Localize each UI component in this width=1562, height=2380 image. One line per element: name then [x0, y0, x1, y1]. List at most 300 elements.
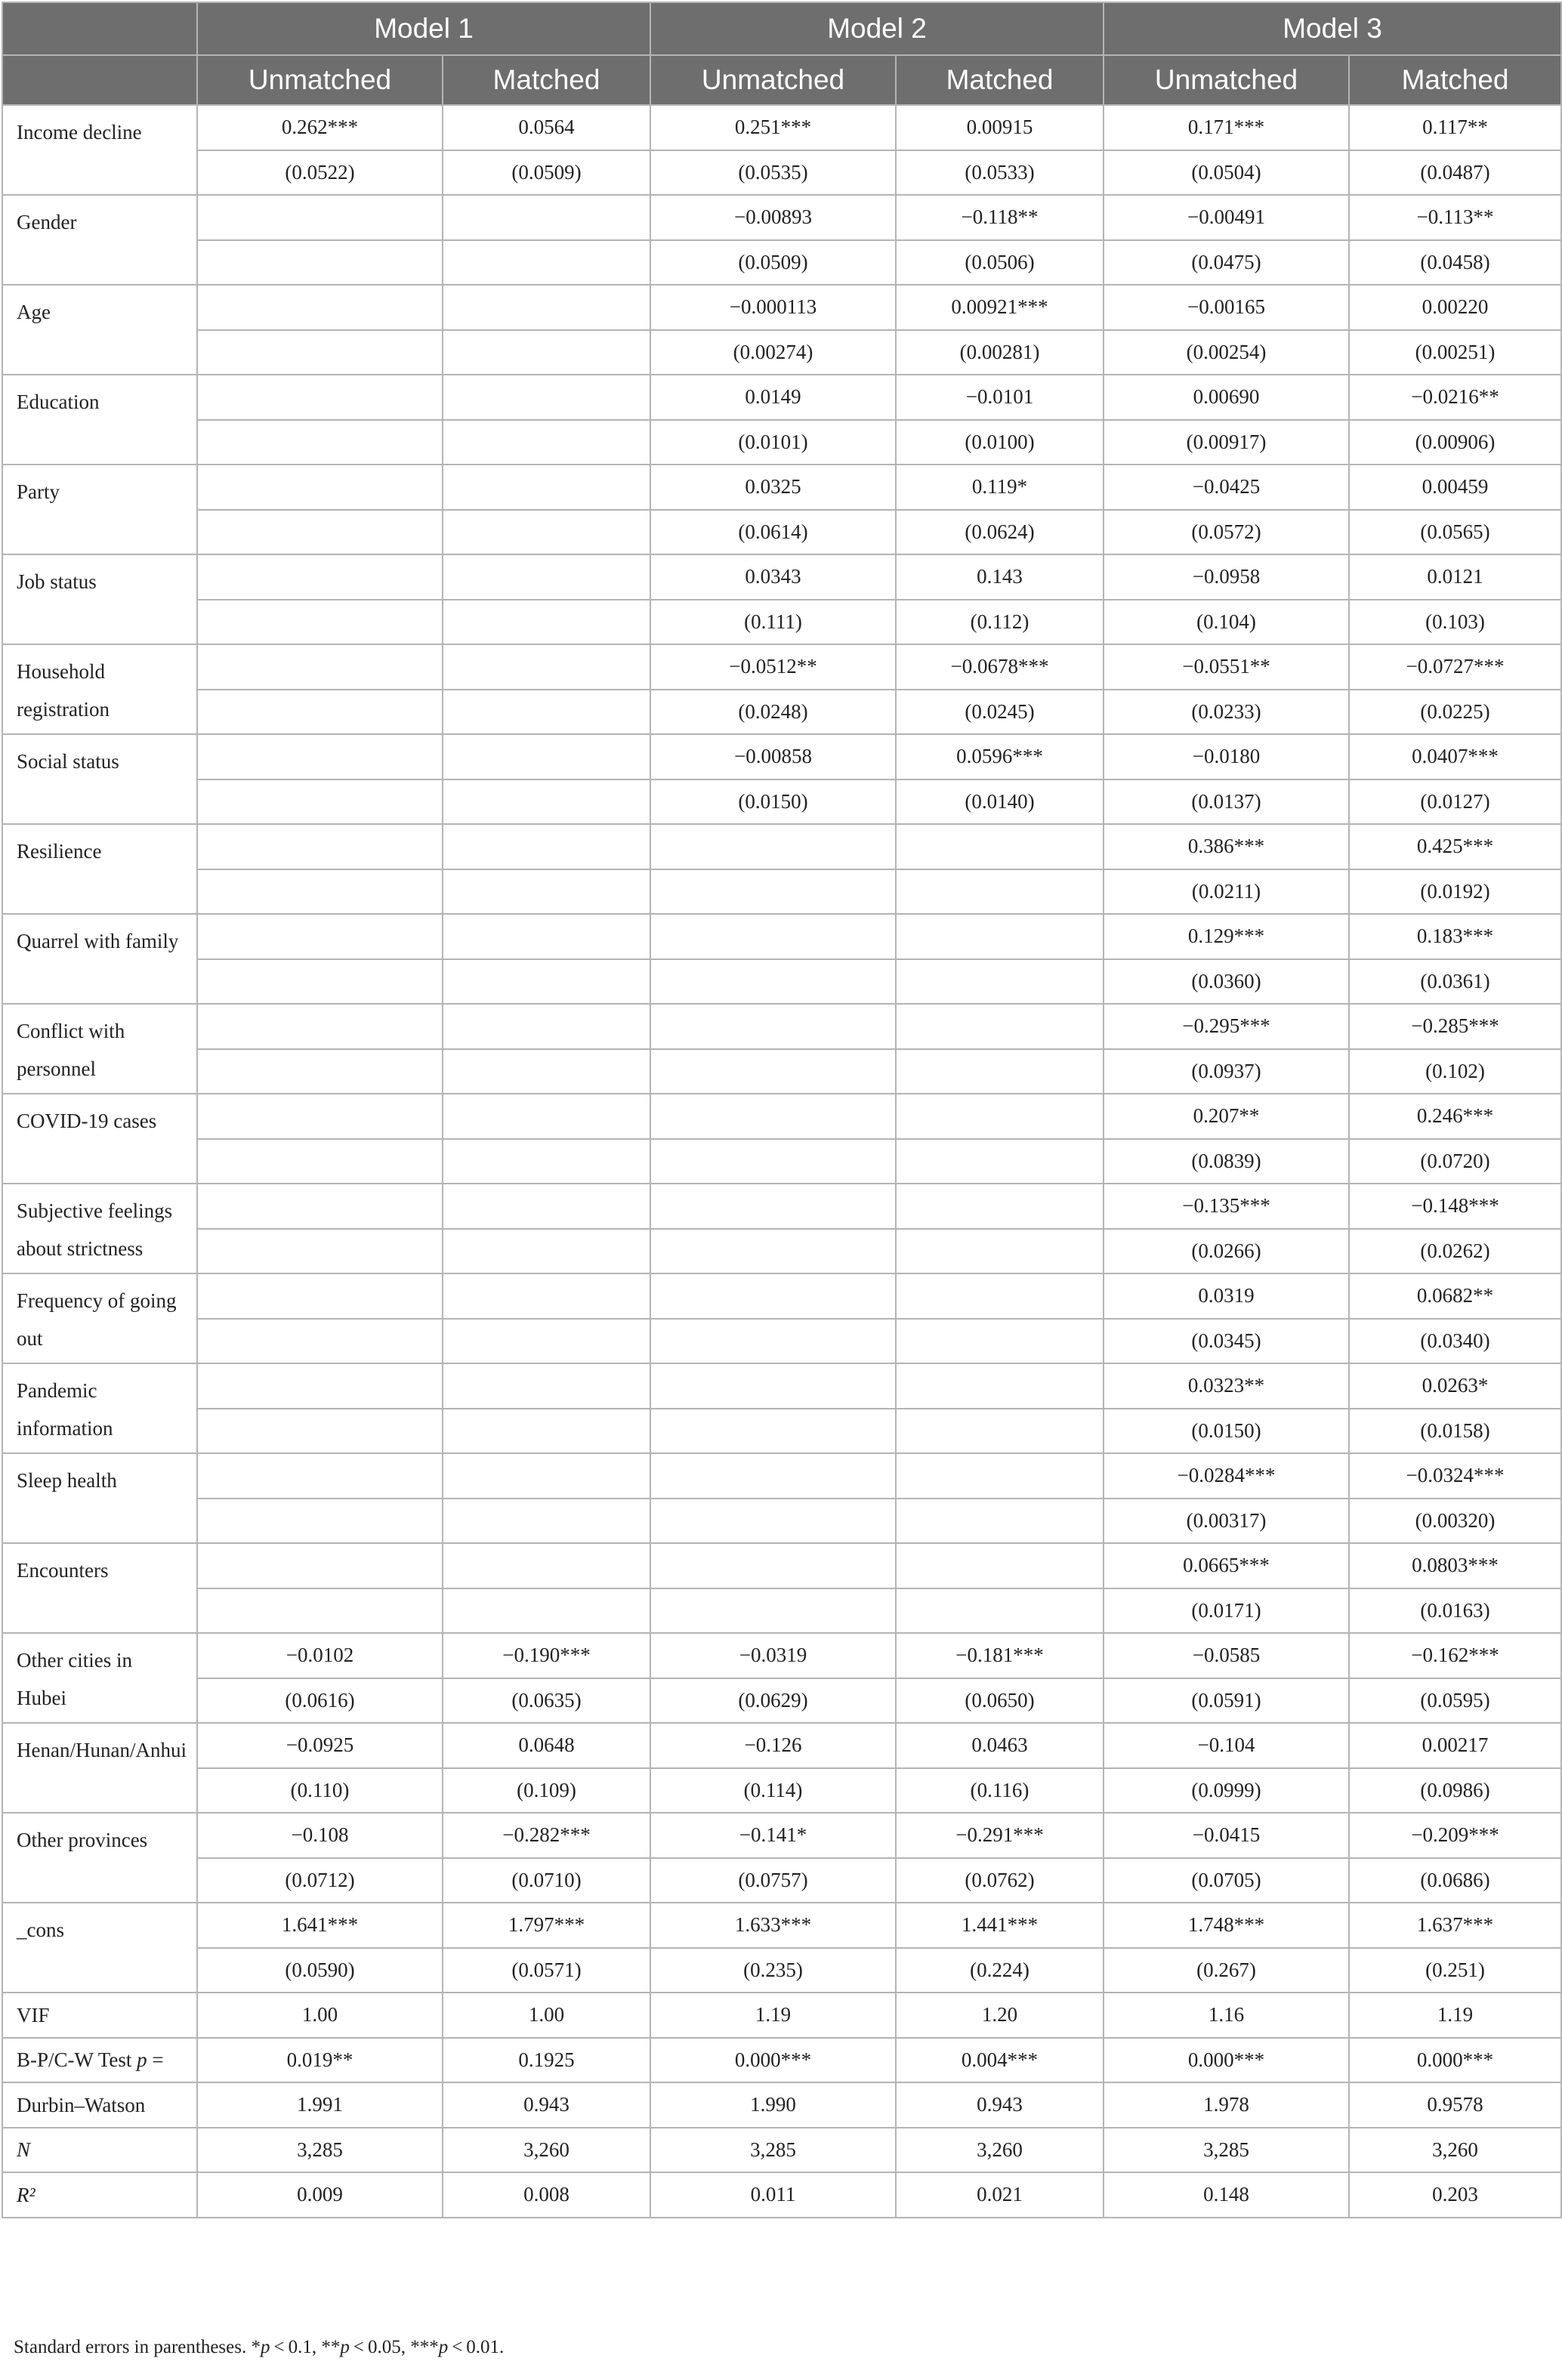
table-row-se [2, 690, 1561, 735]
coefficient-cell [650, 1453, 896, 1499]
model-header: Model 1 [197, 2, 650, 55]
stat-value: 3,260 [896, 2128, 1104, 2173]
std-error-cell: (0.0487) [1349, 150, 1561, 196]
coefficient-cell [197, 1004, 443, 1049]
std-error-cell [896, 869, 1104, 915]
table-row-se [2, 779, 1561, 825]
std-error-cell: (0.0509) [443, 150, 650, 196]
std-error-cell [896, 1499, 1104, 1544]
coefficient-cell [197, 1543, 443, 1588]
std-error-cell: (0.0163) [1349, 1588, 1561, 1634]
std-error-cell [197, 869, 443, 915]
std-error-cell [443, 1588, 650, 1634]
coefficient-cell [443, 1543, 650, 1588]
stat-value: 0.000*** [1104, 2038, 1349, 2083]
variable-label: Other provinces [2, 1813, 197, 1903]
std-error-cell [197, 600, 443, 645]
coefficient-cell: −0.285*** [1349, 1004, 1561, 1049]
table-row-se [2, 869, 1561, 915]
table-row-se [2, 1948, 1561, 1993]
std-error-cell: (0.0171) [1104, 1588, 1349, 1634]
std-error-cell [650, 1409, 896, 1454]
coefficient-cell [443, 554, 650, 600]
stat-label: R² [2, 2172, 197, 2218]
std-error-cell: (0.0591) [1104, 1678, 1349, 1724]
std-error-cell: (0.0225) [1349, 690, 1561, 735]
std-error-cell: (0.0509) [650, 240, 896, 286]
std-error-cell [443, 1139, 650, 1184]
std-error-cell [197, 1588, 443, 1634]
std-error-cell: (0.0999) [1104, 1768, 1349, 1814]
std-error-cell: (0.0635) [443, 1678, 650, 1724]
std-error-cell: (0.0140) [896, 779, 1104, 825]
std-error-cell [443, 600, 650, 645]
std-error-cell: (0.00906) [1349, 420, 1561, 465]
coefficient-cell: 0.0325 [650, 465, 896, 510]
subheader-row [2, 55, 1561, 105]
coefficient-cell: −0.209*** [1349, 1813, 1561, 1858]
std-error-cell: (0.235) [650, 1948, 896, 1993]
coefficient-cell: −0.0551** [1104, 644, 1349, 690]
coefficient-cell: 0.246*** [1349, 1094, 1561, 1139]
std-error-cell: (0.0650) [896, 1678, 1104, 1724]
coefficient-cell: 0.119* [896, 465, 1104, 510]
coefficient-cell [443, 195, 650, 240]
std-error-cell [197, 1049, 443, 1094]
stat-row [2, 2038, 1561, 2083]
coefficient-cell: −0.0678*** [896, 644, 1104, 690]
coefficient-cell: −0.0324*** [1349, 1453, 1561, 1499]
coefficient-cell: −0.00893 [650, 195, 896, 240]
model-header: Model 2 [650, 2, 1104, 55]
std-error-cell: (0.0572) [1104, 510, 1349, 555]
coefficient-cell: −0.135*** [1104, 1184, 1349, 1229]
std-error-cell [443, 1409, 650, 1454]
coefficient-cell [896, 1184, 1104, 1229]
coefficient-cell [650, 914, 896, 959]
std-error-cell: (0.0629) [650, 1678, 896, 1724]
coefficient-cell: 0.117** [1349, 105, 1561, 150]
std-error-cell: (0.0571) [443, 1948, 650, 1993]
std-error-cell: (0.0595) [1349, 1678, 1561, 1724]
table-row [2, 1543, 1561, 1588]
std-error-cell [443, 1049, 650, 1094]
std-error-cell: (0.0127) [1349, 779, 1561, 825]
std-error-cell: (0.0614) [650, 510, 896, 555]
stat-value: 1.19 [1349, 1993, 1561, 2038]
coefficient-cell: −0.282*** [443, 1813, 650, 1858]
table-row-se [2, 600, 1561, 645]
table-row [2, 914, 1561, 959]
table-row [2, 1903, 1561, 1948]
coefficient-cell: 0.386*** [1104, 824, 1349, 869]
std-error-cell: (0.109) [443, 1768, 650, 1814]
coefficient-cell [197, 554, 443, 600]
coefficient-cell [443, 734, 650, 779]
coefficient-cell: −0.126 [650, 1723, 896, 1768]
variable-label: Social status [2, 734, 197, 824]
variable-label: Education [2, 375, 197, 465]
std-error-cell: (0.0233) [1104, 690, 1349, 735]
coefficient-cell: 0.0463 [896, 1723, 1104, 1768]
coefficient-cell [443, 1184, 650, 1229]
std-error-cell [197, 330, 443, 375]
stat-value: 0.000*** [1349, 2038, 1561, 2083]
std-error-cell [443, 690, 650, 735]
coefficient-cell: 0.0665*** [1104, 1543, 1349, 1588]
coefficient-cell: −0.104 [1104, 1723, 1349, 1768]
coefficient-cell: −0.0180 [1104, 734, 1349, 779]
corner-cell [2, 55, 197, 105]
std-error-cell: (0.0361) [1349, 959, 1561, 1005]
std-error-cell [443, 779, 650, 825]
coefficient-cell: −0.141* [650, 1813, 896, 1858]
stat-value: 0.203 [1349, 2172, 1561, 2218]
std-error-cell: (0.0100) [896, 420, 1104, 465]
std-error-cell [197, 420, 443, 465]
coefficient-cell: 1.633*** [650, 1903, 896, 1948]
coefficient-cell [443, 375, 650, 420]
coefficient-cell: −0.00858 [650, 734, 896, 779]
std-error-cell: (0.0458) [1349, 240, 1561, 286]
variable-label: Subjective feelings about strictness [2, 1184, 197, 1273]
table-row-se [2, 1229, 1561, 1274]
table-row-se [2, 510, 1561, 555]
model-header: Model 3 [1104, 2, 1561, 55]
std-error-cell: (0.00281) [896, 330, 1104, 375]
std-error-cell [650, 959, 896, 1005]
variable-label: Gender [2, 195, 197, 285]
stat-value: 3,260 [443, 2128, 650, 2173]
coefficient-cell: −0.0585 [1104, 1633, 1349, 1678]
std-error-cell: (0.0150) [650, 779, 896, 825]
std-error-cell [443, 330, 650, 375]
std-error-cell [650, 1139, 896, 1184]
table-row-se [2, 1678, 1561, 1724]
coefficient-cell: 0.0682** [1349, 1273, 1561, 1319]
std-error-cell [197, 779, 443, 825]
coefficient-cell: 0.0596*** [896, 734, 1104, 779]
coefficient-cell [197, 375, 443, 420]
stat-value: 0.9578 [1349, 2082, 1561, 2128]
std-error-cell: (0.0245) [896, 690, 1104, 735]
coefficient-cell: 1.441*** [896, 1903, 1104, 1948]
std-error-cell: (0.0535) [650, 150, 896, 196]
std-error-cell: (0.00917) [1104, 420, 1349, 465]
coefficient-cell: 0.00921*** [896, 285, 1104, 330]
variable-label: Encounters [2, 1543, 197, 1633]
table-row [2, 1723, 1561, 1768]
std-error-cell: (0.0565) [1349, 510, 1561, 555]
std-error-cell [443, 959, 650, 1005]
std-error-cell [443, 510, 650, 555]
coefficient-cell [896, 1094, 1104, 1139]
table-row [2, 734, 1561, 779]
coefficient-cell [650, 1094, 896, 1139]
coefficient-cell: −0.00165 [1104, 285, 1349, 330]
coefficient-cell [197, 644, 443, 690]
coefficient-cell [896, 914, 1104, 959]
std-error-cell [443, 1229, 650, 1274]
subheader: Unmatched [197, 55, 443, 105]
table-row [2, 1453, 1561, 1499]
table-row-se [2, 1409, 1561, 1454]
table-row [2, 1273, 1561, 1319]
subheader: Unmatched [650, 55, 896, 105]
table-row-se [2, 1319, 1561, 1364]
coefficient-cell: −0.148*** [1349, 1184, 1561, 1229]
variable-label: Resilience [2, 824, 197, 914]
coefficient-cell: 1.637*** [1349, 1903, 1561, 1948]
coefficient-cell: 0.129*** [1104, 914, 1349, 959]
stat-value: 0.148 [1104, 2172, 1349, 2218]
stat-value: 0.011 [650, 2172, 896, 2218]
stat-value: 3,260 [1349, 2128, 1561, 2173]
table-row [2, 1004, 1561, 1049]
coefficient-cell [896, 1453, 1104, 1499]
coefficient-cell: −0.0319 [650, 1633, 896, 1678]
std-error-cell: (0.0762) [896, 1858, 1104, 1903]
variable-label: _cons [2, 1903, 197, 1993]
std-error-cell: (0.0475) [1104, 240, 1349, 286]
stat-value: 1.00 [443, 1993, 650, 2038]
coefficient-cell [443, 824, 650, 869]
stat-value: 3,285 [650, 2128, 896, 2173]
coefficient-cell [197, 285, 443, 330]
std-error-cell: (0.0839) [1104, 1139, 1349, 1184]
std-error-cell: (0.0248) [650, 690, 896, 735]
std-error-cell: (0.0986) [1349, 1768, 1561, 1814]
variable-label: Income decline [2, 105, 197, 195]
std-error-cell: (0.0158) [1349, 1409, 1561, 1454]
coefficient-cell: −0.0102 [197, 1633, 443, 1678]
std-error-cell [443, 420, 650, 465]
stat-value: 1.00 [197, 1993, 443, 2038]
variable-label: COVID-19 cases [2, 1094, 197, 1184]
subheader: Matched [443, 55, 650, 105]
coefficient-cell: 0.207** [1104, 1094, 1349, 1139]
coefficient-cell [650, 1004, 896, 1049]
variable-label: Pandemic information [2, 1363, 197, 1453]
std-error-cell [650, 1319, 896, 1364]
std-error-cell [197, 1409, 443, 1454]
coefficient-cell: −0.0216** [1349, 375, 1561, 420]
stat-row [2, 1993, 1561, 2038]
table-row [2, 195, 1561, 240]
stat-value: 1.16 [1104, 1993, 1349, 2038]
coefficient-cell: 0.425*** [1349, 824, 1561, 869]
table-row [2, 105, 1561, 150]
corner-cell [2, 2, 197, 55]
variable-label: Henan/Hunan/Anhui [2, 1723, 197, 1813]
coefficient-cell [443, 1363, 650, 1409]
coefficient-cell: 0.00459 [1349, 465, 1561, 510]
table-row-se [2, 959, 1561, 1005]
std-error-cell: (0.0506) [896, 240, 1104, 286]
std-error-cell: (0.0624) [896, 510, 1104, 555]
std-error-cell: (0.0192) [1349, 869, 1561, 915]
stat-value: 0.943 [443, 2082, 650, 2128]
std-error-cell: (0.111) [650, 600, 896, 645]
stat-label: N [2, 2128, 197, 2173]
stat-label: VIF [2, 1993, 197, 2038]
std-error-cell: (0.0345) [1104, 1319, 1349, 1364]
table-row-se [2, 1858, 1561, 1903]
model-header-row [2, 2, 1561, 55]
std-error-cell: (0.114) [650, 1768, 896, 1814]
stat-value: 1.20 [896, 1993, 1104, 2038]
std-error-cell: (0.0720) [1349, 1139, 1561, 1184]
coefficient-cell: 0.171*** [1104, 105, 1349, 150]
coefficient-cell: 0.00915 [896, 105, 1104, 150]
variable-label: Frequency of going out [2, 1273, 197, 1363]
std-error-cell: (0.224) [896, 1948, 1104, 1993]
coefficient-cell: 0.0648 [443, 1723, 650, 1768]
std-error-cell: (0.110) [197, 1768, 443, 1814]
std-error-cell: (0.0137) [1104, 779, 1349, 825]
table-row-se [2, 1588, 1561, 1634]
stat-row [2, 2172, 1561, 2218]
std-error-cell [197, 1499, 443, 1544]
coefficient-cell [197, 824, 443, 869]
table-body [2, 105, 1561, 2218]
std-error-cell [650, 1588, 896, 1634]
coefficient-cell [197, 1094, 443, 1139]
coefficient-cell: −0.295*** [1104, 1004, 1349, 1049]
coefficient-cell: 0.0319 [1104, 1273, 1349, 1319]
coefficient-cell [650, 1363, 896, 1409]
std-error-cell [650, 869, 896, 915]
coefficient-cell [896, 1273, 1104, 1319]
std-error-cell: (0.0757) [650, 1858, 896, 1903]
std-error-cell [197, 690, 443, 735]
coefficient-cell [650, 1543, 896, 1588]
table-row [2, 1184, 1561, 1229]
variable-label: Quarrel with family [2, 914, 197, 1004]
std-error-cell: (0.0262) [1349, 1229, 1561, 1274]
stat-value: 3,285 [1104, 2128, 1349, 2173]
coefficient-cell [197, 1363, 443, 1409]
stat-value: 0.008 [443, 2172, 650, 2218]
coefficient-cell: −0.0425 [1104, 465, 1349, 510]
stat-value: 0.1925 [443, 2038, 650, 2083]
std-error-cell: (0.0211) [1104, 869, 1349, 915]
variable-label: Party [2, 465, 197, 554]
coefficient-cell [443, 1004, 650, 1049]
coefficient-cell: 0.0149 [650, 375, 896, 420]
coefficient-cell: −0.0512** [650, 644, 896, 690]
coefficient-cell: −0.291*** [896, 1813, 1104, 1858]
table-row [2, 1633, 1561, 1678]
std-error-cell: (0.0266) [1104, 1229, 1349, 1274]
std-error-cell [896, 959, 1104, 1005]
table-row-se [2, 240, 1561, 286]
variable-label: Age [2, 285, 197, 375]
coefficient-cell [443, 465, 650, 510]
coefficient-cell [650, 824, 896, 869]
std-error-cell [896, 1049, 1104, 1094]
std-error-cell: (0.0710) [443, 1858, 650, 1903]
stat-row [2, 2128, 1561, 2173]
std-error-cell: (0.116) [896, 1768, 1104, 1814]
std-error-cell [443, 869, 650, 915]
footnote: Standard errors in parentheses. *p < 0.1, **p < 0.05, ***p < 0.01. [14, 2337, 505, 2357]
coefficient-cell [443, 644, 650, 690]
table-row [2, 824, 1561, 869]
std-error-cell: (0.0360) [1104, 959, 1349, 1005]
std-error-cell: (0.0937) [1104, 1049, 1349, 1094]
coefficient-cell: −0.190*** [443, 1633, 650, 1678]
table-row [2, 285, 1561, 330]
stat-value: 0.009 [197, 2172, 443, 2218]
coefficient-cell: −0.0415 [1104, 1813, 1349, 1858]
coefficient-cell: 0.262*** [197, 105, 443, 150]
coefficient-cell: 0.251*** [650, 105, 896, 150]
coefficient-cell [896, 1543, 1104, 1588]
coefficient-cell [443, 1273, 650, 1319]
coefficient-cell: −0.0925 [197, 1723, 443, 1768]
table-row [2, 1363, 1561, 1409]
std-error-cell: (0.0712) [197, 1858, 443, 1903]
coefficient-cell: −0.181*** [896, 1633, 1104, 1678]
stat-value: 1.978 [1104, 2082, 1349, 2128]
stat-value: 1.991 [197, 2082, 443, 2128]
coefficient-cell [197, 1273, 443, 1319]
std-error-cell: (0.0150) [1104, 1409, 1349, 1454]
stat-value: 0.943 [896, 2082, 1104, 2128]
std-error-cell: (0.00251) [1349, 330, 1561, 375]
coefficient-cell: 0.183*** [1349, 914, 1561, 959]
coefficient-cell [443, 285, 650, 330]
regression-table [2, 2, 1562, 2218]
std-error-cell: (0.251) [1349, 1948, 1561, 1993]
std-error-cell [896, 1588, 1104, 1634]
coefficient-cell: −0.000113 [650, 285, 896, 330]
std-error-cell: (0.0590) [197, 1948, 443, 1993]
std-error-cell [650, 1049, 896, 1094]
stat-label: Durbin–Watson [2, 2082, 197, 2128]
coefficient-cell: −0.113** [1349, 195, 1561, 240]
std-error-cell [197, 240, 443, 286]
std-error-cell: (0.00317) [1104, 1499, 1349, 1544]
coefficient-cell: 1.797*** [443, 1903, 650, 1948]
table-row-se [2, 330, 1561, 375]
coefficient-cell [443, 914, 650, 959]
coefficient-cell [197, 1453, 443, 1499]
coefficient-cell: −0.162*** [1349, 1633, 1561, 1678]
coefficient-cell [197, 465, 443, 510]
std-error-cell: (0.103) [1349, 600, 1561, 645]
table-row [2, 375, 1561, 420]
std-error-cell: (0.112) [896, 600, 1104, 645]
coefficient-cell: 0.0121 [1349, 554, 1561, 600]
std-error-cell: (0.0101) [650, 420, 896, 465]
table-row [2, 1813, 1561, 1858]
std-error-cell: (0.0522) [197, 150, 443, 196]
table-row-se [2, 1049, 1561, 1094]
subheader: Matched [896, 55, 1104, 105]
coefficient-cell [896, 1363, 1104, 1409]
variable-label: Household registration [2, 644, 197, 734]
table-row-se [2, 1139, 1561, 1184]
stat-value: 1.990 [650, 2082, 896, 2128]
coefficient-cell [443, 1453, 650, 1499]
std-error-cell [896, 1229, 1104, 1274]
stat-value: 0.019** [197, 2038, 443, 2083]
coefficient-cell: 0.0564 [443, 105, 650, 150]
coefficient-cell: 0.0407*** [1349, 734, 1561, 779]
std-error-cell: (0.0616) [197, 1678, 443, 1724]
